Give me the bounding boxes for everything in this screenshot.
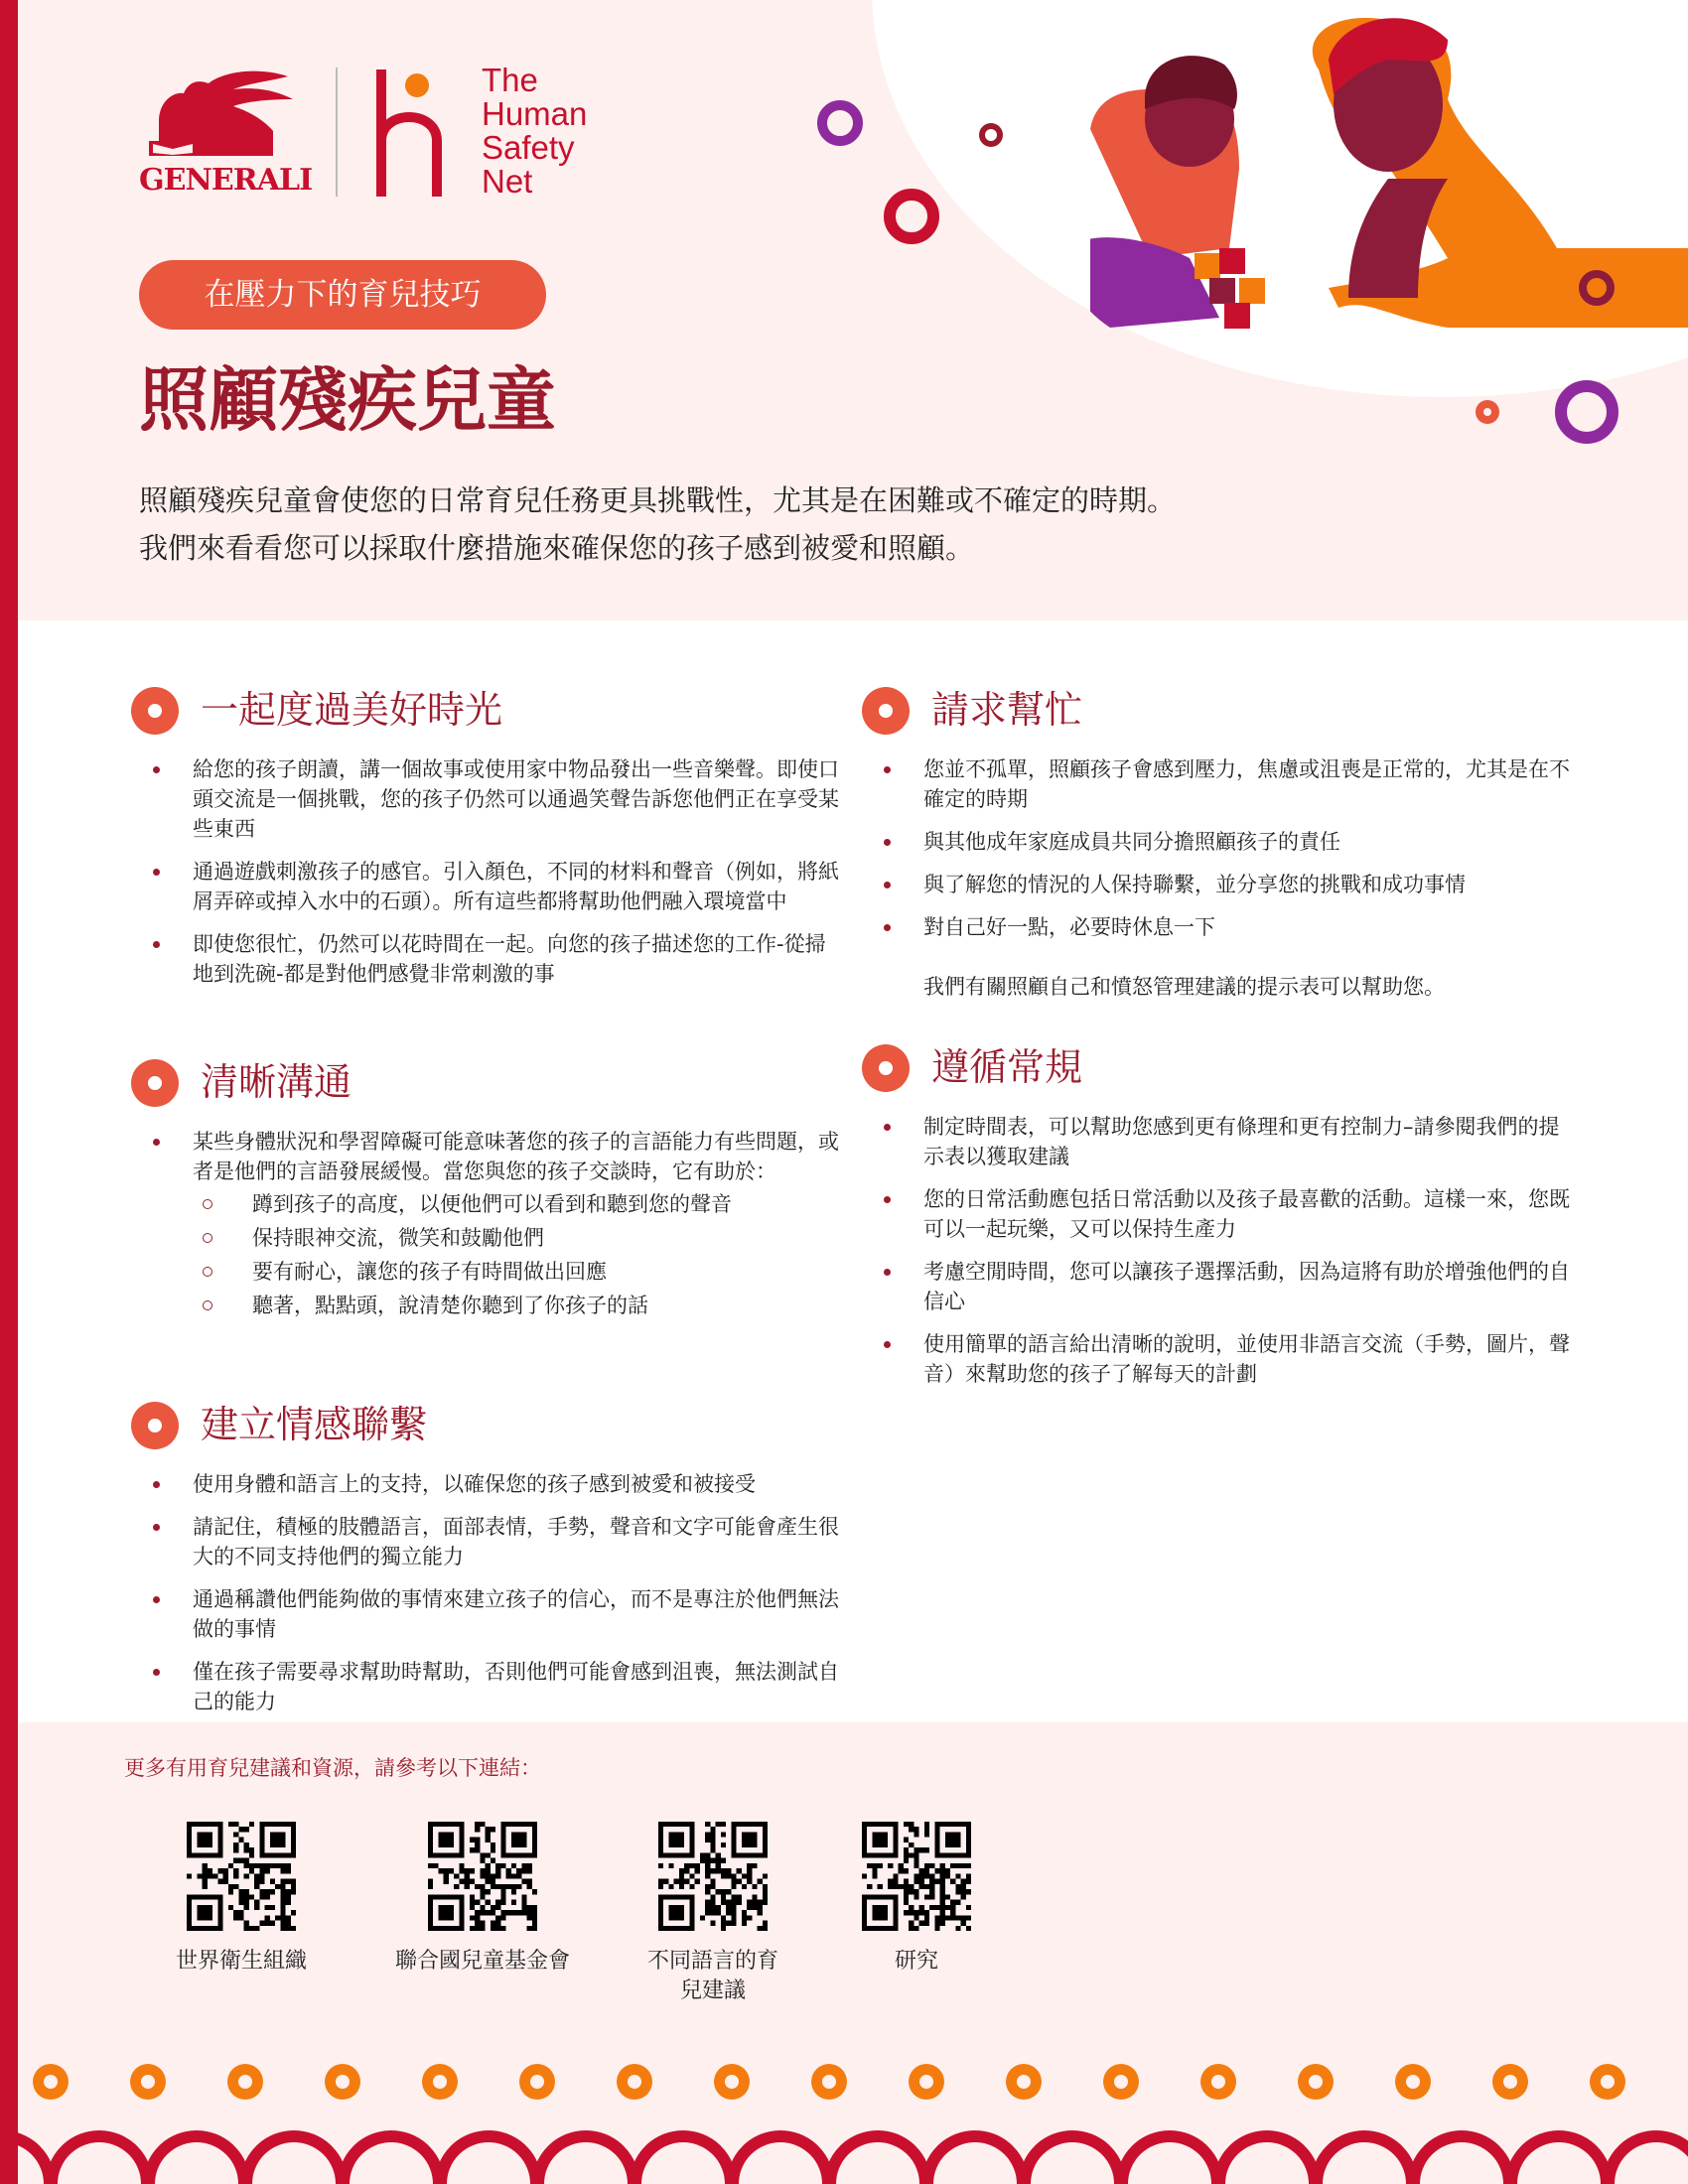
list-item: 考慮空閒時間，您可以讓孩子選擇活動，因為這將有助於增強他們的自信心 <box>862 1257 1577 1316</box>
section-clear-communication <box>131 1047 846 1333</box>
list-item: 使用身體和語言上的支持，以確保您的孩子感到被愛和被接受 <box>131 1469 846 1499</box>
list-item: 與其他成年家庭成員共同分擔照顧孩子的責任 <box>862 827 1577 857</box>
section-title: 請求幫忙 <box>931 688 1083 732</box>
human-safety-net-wordmark <box>482 64 587 199</box>
hsn-line: Human <box>482 95 588 132</box>
generali-wordmark: GENERALI <box>139 163 313 198</box>
hsn-line: Safety <box>482 129 575 166</box>
section-bullet-icon <box>131 1402 179 1449</box>
sub-list-item: 要有耐心，讓您的孩子有時間做出回應 <box>193 1257 846 1287</box>
list-item: 對自己好一點，必要時休息一下 <box>862 912 1577 942</box>
list-item: 使用簡單的語言給出清晰的說明，並使用非語言交流（手勢，圖片，聲音）來幫助您的孩子了解每天的計劃 <box>862 1329 1577 1389</box>
resources-footer <box>18 1722 1688 2184</box>
list-item: 與了解您的情況的人保持聯繫，並分享您的挑戰和成功事情 <box>862 870 1577 899</box>
list-item-text: 某些身體狀況和學習障礙可能意味著您的孩子的言語能力有些問題，或者是他們的言語發展緩慢。當您與您的孩子交談時，它有助於： <box>193 1130 839 1183</box>
section-emotional-bond <box>131 1390 846 1729</box>
list-item: 通過遊戲刺激孩子的感官。引入顏色，不同的材料和聲音（例如，將紙屑弄碎或掉入水中的石頭）。所有這些都將幫助他們融入環境當中 <box>131 857 846 916</box>
section-title: 清晰溝通 <box>201 1060 352 1104</box>
tip-sheet-note: 我們有關照顧自己和憤怒管理建議的提示表可以幫助您。 <box>923 975 1445 999</box>
sub-list-item: 保持眼神交流，微笑和鼓勵他們 <box>193 1223 846 1253</box>
decorative-dot-border <box>18 2050 1688 2184</box>
sub-list-item: 聽著，點點頭，說清楚你聽到了你孩子的話 <box>193 1291 846 1320</box>
logo-divider <box>336 68 338 197</box>
resources-heading: 更多有用育兒建議和資源，請參考以下連結： <box>124 1756 541 1780</box>
generali-lion-logo <box>139 62 298 171</box>
section-ask-for-help <box>862 675 1577 1002</box>
hsn-line: The <box>482 62 538 98</box>
qr-code-icon[interactable] <box>658 1822 768 1931</box>
list-item: 即使您很忙，仍然可以花時間在一起。向您的孩子描述您的工作-從掃地到洗碗-都是對他們感覺非常刺激的事 <box>131 929 846 989</box>
section-bullet-icon <box>862 1044 910 1092</box>
resource-link-research[interactable] <box>802 1822 1031 1977</box>
resource-link-languages[interactable] <box>599 1822 827 2006</box>
resource-label: 研究 <box>894 1949 938 1974</box>
section-title: 建立情感聯繫 <box>201 1403 428 1446</box>
list-item: 僅在孩子需要尋求幫助時幫助，否則他們可能會感到沮喪，無法測試自己的能力 <box>131 1657 846 1716</box>
sub-list-item: 蹲到孩子的高度，以便他們可以看到和聽到您的聲音 <box>193 1189 846 1219</box>
list-item: 您的日常活動應包括日常活動以及孩子最喜歡的活動。這樣一來，您既可以一起玩樂，又可以保持生產力 <box>862 1184 1577 1244</box>
list-item: 通過稱讚他們能夠做的事情來建立孩子的信心，而不是專注於他們無法做的事情 <box>131 1584 846 1644</box>
parent-child-illustration <box>1090 0 1688 457</box>
topic-tag: 在壓力下的育兒技巧 <box>139 260 546 330</box>
list-item: 您並不孤單，照顧孩子會感到壓力，焦慮或沮喪是正常的，尤其是在不確定的時期 <box>862 754 1577 814</box>
page-title: 照顧殘疾兒童 <box>139 359 556 441</box>
resource-link-who[interactable] <box>127 1822 355 1977</box>
qr-code-icon[interactable] <box>187 1822 296 1931</box>
list-item: 給您的孩子朗讀，講一個故事或使用家中物品發出一些音樂聲。即使口頭交流是一個挑戰，您的孩子仍然可以通過笑聲告訴您他們正在享受某些東西 <box>131 754 846 844</box>
hsn-line: Net <box>482 163 533 200</box>
section-bullet-icon <box>862 687 910 735</box>
hero-header <box>18 0 1688 620</box>
section-bullet-icon <box>131 687 179 735</box>
resource-link-unicef[interactable] <box>368 1822 597 1977</box>
intro-line: 我們來看看您可以採取什麼措施來確保您的孩子感到被愛和照顧。 <box>139 531 975 565</box>
resource-label: 聯合國兒童基金會 <box>394 1949 570 1974</box>
section-bullet-icon <box>131 1059 179 1107</box>
list-item <box>131 1127 846 1320</box>
list-item: 請記住，積極的肢體語言，面部表情，手勢，聲音和文字可能會產生很大的不同支持他們的獨立能力 <box>131 1512 846 1571</box>
intro-line: 照顧殘疾兒童會使您的日常育兒任務更具挑戰性，尤其是在困難或不確定的時期。 <box>139 483 1177 517</box>
left-accent-bar <box>0 0 18 2184</box>
resource-label: 不同語言的育兒建議 <box>646 1949 778 2003</box>
intro-paragraph <box>139 477 1380 572</box>
section-quality-time <box>131 675 846 1002</box>
qr-code-icon[interactable] <box>862 1822 971 1931</box>
list-item: 制定時間表，可以幫助您感到更有條理和更有控制力–請參閱我們的提示表以獲取建議 <box>862 1112 1577 1171</box>
section-title: 遵循常規 <box>931 1045 1083 1089</box>
section-title: 一起度過美好時光 <box>201 688 503 732</box>
human-safety-net-logo <box>375 69 447 197</box>
qr-code-icon[interactable] <box>428 1822 537 1931</box>
section-follow-routine <box>862 1032 1577 1402</box>
resource-label: 世界衛生組織 <box>175 1949 307 1974</box>
